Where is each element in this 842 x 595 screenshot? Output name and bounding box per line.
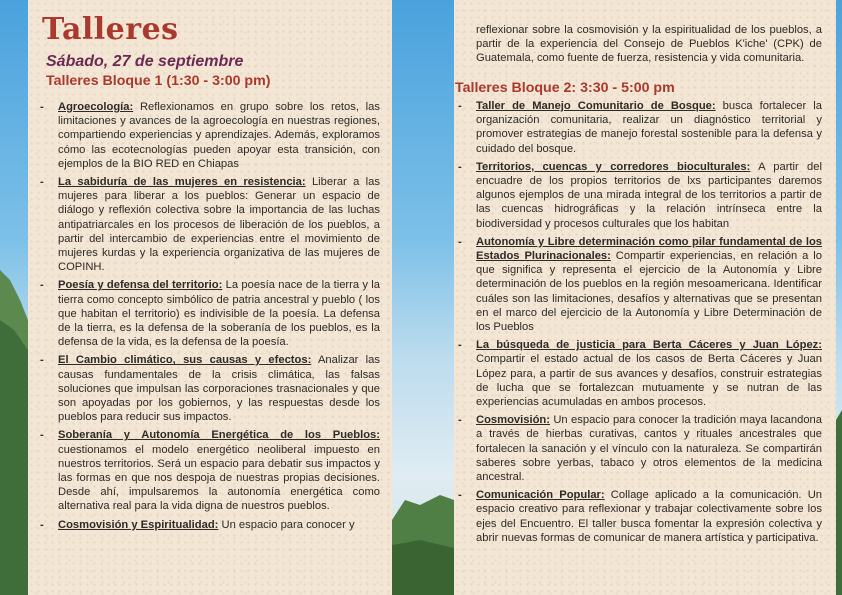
block1-list — [40, 100, 380, 536]
workshop-description: Compartir el estado actual de los casos de Berta Cáceres y Juan López para, a partir de sus avances y desafíos, construir estrategias de lucha que se fortalezcan mutuamente y se nutran de las experiencias acumuladas en ambos procesos. — [476, 353, 822, 409]
bullet-dash: - — [40, 518, 44, 531]
workshop-name: Poesía y defensa del territorio: — [58, 279, 223, 292]
workshop-name: Taller de Manejo Comunitario de Bosque: — [476, 100, 716, 112]
workshop-description: cuestionamos el modelo energético neoliberal impuesto en nuestros territorios. Será un espacio para debatir sus impactos y las formas en que nos despoja de nuestras propias decisiones. Desde ahí, impulsaremos la autonomía energética como alternativa real para la vida digna de nuestros pueblos. — [58, 443, 380, 513]
bullet-dash: - — [40, 279, 44, 292]
workshop-description: A partir del encuadre de los propios territorios de lxs participantes daremos algunos ejemplos de una mirada integral de los territorios a partir de las cuencas hidrográficas y la relación intrínseca entre la biodiversidad y procesos culturales que los habitan — [476, 160, 822, 230]
workshop-description: Analizar las causas fundamentales de la crisis climática, las falsas soluciones que impulsan las corporaciones trasnacionales y que son apoyadas por los gobiernos, y las respuestas desde los pueblos para reducir sus impactos. — [58, 354, 380, 424]
event-date: Sábado, 27 de septiembre — [46, 53, 244, 70]
workshop-item-cambio-climatico — [40, 353, 380, 424]
workshop-description: Liberar a las mujeres para liberar a los pueblos: Generar un espacio de diálogo y reflexión colectiva sobre la importancia de las luchas antipatriarcales en los procesos de liberación de los pueblos, a partir del intercambio de experiencias entre el movimiento de mujeres kurdas y la experiencia organizativa de las mujeres de COPINH. — [58, 176, 380, 274]
bullet-dash: - — [458, 235, 462, 248]
workshop-item-cosmovision — [458, 413, 822, 484]
bullet-dash: - — [458, 100, 462, 112]
workshop-description: Reflexionamos en grupo sobre los retos, las limitaciones y avances de la agroecología en nuestras regiones, compartiendo experiencias y aprendizajes. Además, exploramos cómo las ecotecnologías pueden apoyar esta transición, con ejemplos de la BIO RED en Chiapas — [58, 101, 380, 170]
workshop-item-territorios — [458, 160, 822, 231]
workshop-item-mujeres — [40, 175, 380, 274]
bullet-dash: - — [40, 101, 44, 113]
workshop-item-justicia-berta — [458, 338, 822, 409]
workshop-item-manejo-bosque — [458, 99, 822, 156]
bullet-dash: - — [458, 489, 462, 502]
workshop-description: Compartir experiencias, en relación a lo que significa y representa el ejercicio de la Autonomía y Libre determinación de los pueblos en la región mesoamericana. Identificar cuáles son las limitaciones, desafíos y alternativas que se presentan en el marco del ejercicio de la Autonomía y Libre Determinación de los Pueblos — [476, 250, 822, 334]
continued-text: reflexionar sobre la cosmovisión y la espiritualidad de los pueblos, a partir de la experiencia del Consejo de Pueblos K'iche' (CPK) de Guatemala, como fuente de fuerza, resistencia y vida comunitaria. — [476, 24, 822, 65]
workshop-name: Soberanía y Autonomía Energética de los Pueblos: — [58, 429, 380, 442]
page-title: Talleres — [42, 12, 179, 47]
workshop-name: Comunicación Popular: — [476, 489, 605, 502]
workshop-description: La poesía nace de la tierra y la tierra como concepto simbólico de patria ancestral y pueblo ( los que habitan el territorio) es indivisible de la poesía. La defensa de la tierra, es la defensa de la soberanía de los pueblos, es la defensa de la vida, es la defensa de la poesía. — [58, 279, 380, 349]
workshop-name: Cosmovisión: — [476, 414, 550, 427]
workshop-item-autonomia — [458, 235, 822, 334]
workshop-name: Territorios, cuencas y corredores bioculturales: — [476, 160, 751, 173]
bullet-dash: - — [458, 160, 462, 173]
workshop-description: Un espacio para conocer y — [218, 518, 355, 531]
workshop-name: Autonomía y Libre determinación como pilar fundamental de los Estados Plurinacionales: — [476, 235, 822, 263]
workshop-item-comunicacion-popular — [458, 488, 822, 545]
bullet-dash: - — [40, 176, 44, 189]
block2-heading: Talleres Bloque 2: 3:30 - 5:00 pm — [455, 80, 675, 96]
bullet-dash: - — [40, 354, 44, 367]
workshop-name: La sabiduría de las mujeres en resistencia: — [58, 176, 306, 189]
workshop-item-poesia — [40, 278, 380, 349]
workshop-item-agroecologia — [40, 100, 380, 171]
workshop-name: El Cambio climático, sus causas y efectos: — [58, 354, 312, 367]
workshop-item-soberania-energetica — [40, 428, 380, 513]
block1-heading: Talleres Bloque 1 (1:30 - 3:00 pm) — [46, 73, 271, 89]
workshop-name: Agroecología: — [58, 101, 134, 113]
workshop-item-cosmovision-espiritualidad — [40, 518, 380, 532]
workshop-description: Un espacio para conocer la tradición maya lacandona a través de hierbas curativas, cantos y rituales ancestrales que fortalecen la sanación y el vínculo con la naturaleza. Se compartirán saberes sobre yerbas, tabaco y otros elementos de la medicina ancestral. — [476, 414, 822, 484]
bullet-dash: - — [458, 414, 462, 427]
workshop-description: Collage aplicado a la comunicación. Un espacio creativo para reflexionar y trabajar colectivamente sobre los ejes del Encuentro. El taller busca fomentar la expresión colectiva y abrir nuevas formas de comunicar de manera artística y participativa. — [476, 489, 822, 544]
workshop-name: Cosmovisión y Espiritualidad: — [58, 518, 219, 531]
workshop-name: La búsqueda de justicia para Berta Cáceres y Juan López: — [476, 339, 822, 352]
workshop-description: busca fortalecer la organización comunitaria, realizar un diagnóstico territorial y promover estrategias de manejo forestal sostenible para la defensa y cuidado del bosque. — [476, 100, 822, 155]
bullet-dash: - — [40, 429, 44, 442]
bullet-dash: - — [458, 339, 462, 352]
block2-list — [458, 99, 822, 549]
